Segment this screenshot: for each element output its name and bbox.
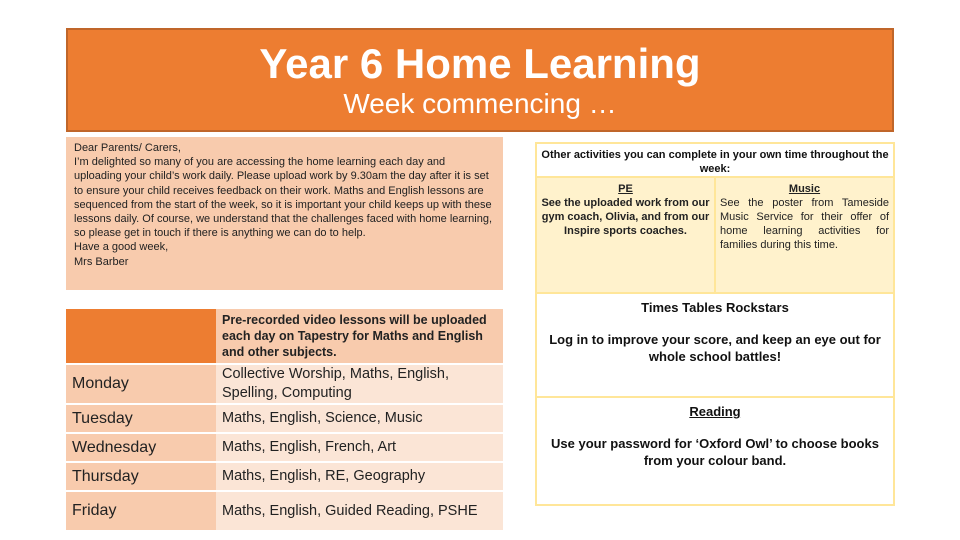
letter-greeting: Dear Parents/ Carers,	[74, 142, 181, 154]
pe-activity	[537, 178, 716, 292]
day-label: Friday	[66, 492, 216, 530]
table-row	[66, 434, 503, 461]
table-row	[66, 463, 503, 490]
music-text: See the poster from Tameside Music Service for their offer of home learning activities for families during this time.	[720, 197, 889, 251]
day-subjects: Maths, English, Science, Music	[216, 405, 503, 432]
parent-letter	[66, 137, 503, 290]
table-row	[66, 492, 503, 530]
ttrs-text: Log in to improve your score, and keep an eye out for whole school battles!	[549, 332, 881, 364]
day-label: Thursday	[66, 463, 216, 490]
table-row	[66, 365, 503, 403]
reading-activity	[537, 398, 893, 504]
activities-columns	[537, 178, 893, 294]
reading-text: Use your password for ‘Oxford Owl’ to choose books from your colour band.	[551, 436, 879, 468]
title-banner	[66, 28, 894, 132]
music-heading: Music	[788, 183, 821, 195]
pe-text: See the uploaded work from our gym coach, Olivia, and from our Inspire sports coaches.	[541, 197, 710, 237]
letter-signature: Mrs Barber	[74, 255, 129, 268]
activities-header: Other activities you can complete in your own time throughout the week:	[537, 144, 893, 178]
other-activities-panel	[535, 142, 895, 506]
weekly-timetable	[66, 307, 503, 532]
timetable-header-row	[66, 309, 503, 363]
day-subjects: Maths, English, French, Art	[216, 434, 503, 461]
page-subtitle: Week commencing …	[343, 88, 617, 119]
day-subjects: Maths, English, RE, Geography	[216, 463, 503, 490]
day-label: Tuesday	[66, 405, 216, 432]
timetable-header-blank	[66, 309, 216, 363]
letter-body: I’m delighted so many of you are accessing the home learning each day and uploading your child’s work daily. Please upload work by 9.30am the day after it is set to ensure your child receives feedback on their work. Maths and English lessons are sequenced from the start of the week, so it is important your child keeps up with these lessons daily. Of course, we understand that the challenges faced with home learning, so please get in touch if there is anything we can do to help.	[74, 156, 493, 240]
music-activity	[716, 178, 893, 292]
ttrs-activity	[537, 294, 893, 398]
pe-heading: PE	[618, 183, 633, 195]
day-subjects: Maths, English, Guided Reading, PSHE	[216, 492, 503, 530]
day-subjects: Collective Worship, Maths, English, Spelling, Computing	[216, 365, 503, 403]
letter-signoff: Have a good week,	[74, 241, 169, 254]
timetable-note: Pre-recorded video lessons will be uploaded each day on Tapestry for Maths and English and other subjects.	[216, 309, 503, 363]
table-row	[66, 405, 503, 432]
day-label: Wednesday	[66, 434, 216, 461]
page-title: Year 6 Home Learning	[259, 40, 701, 87]
ttrs-heading: Times Tables Rockstars	[641, 300, 789, 315]
day-label: Monday	[66, 365, 216, 403]
reading-heading: Reading	[689, 404, 741, 419]
